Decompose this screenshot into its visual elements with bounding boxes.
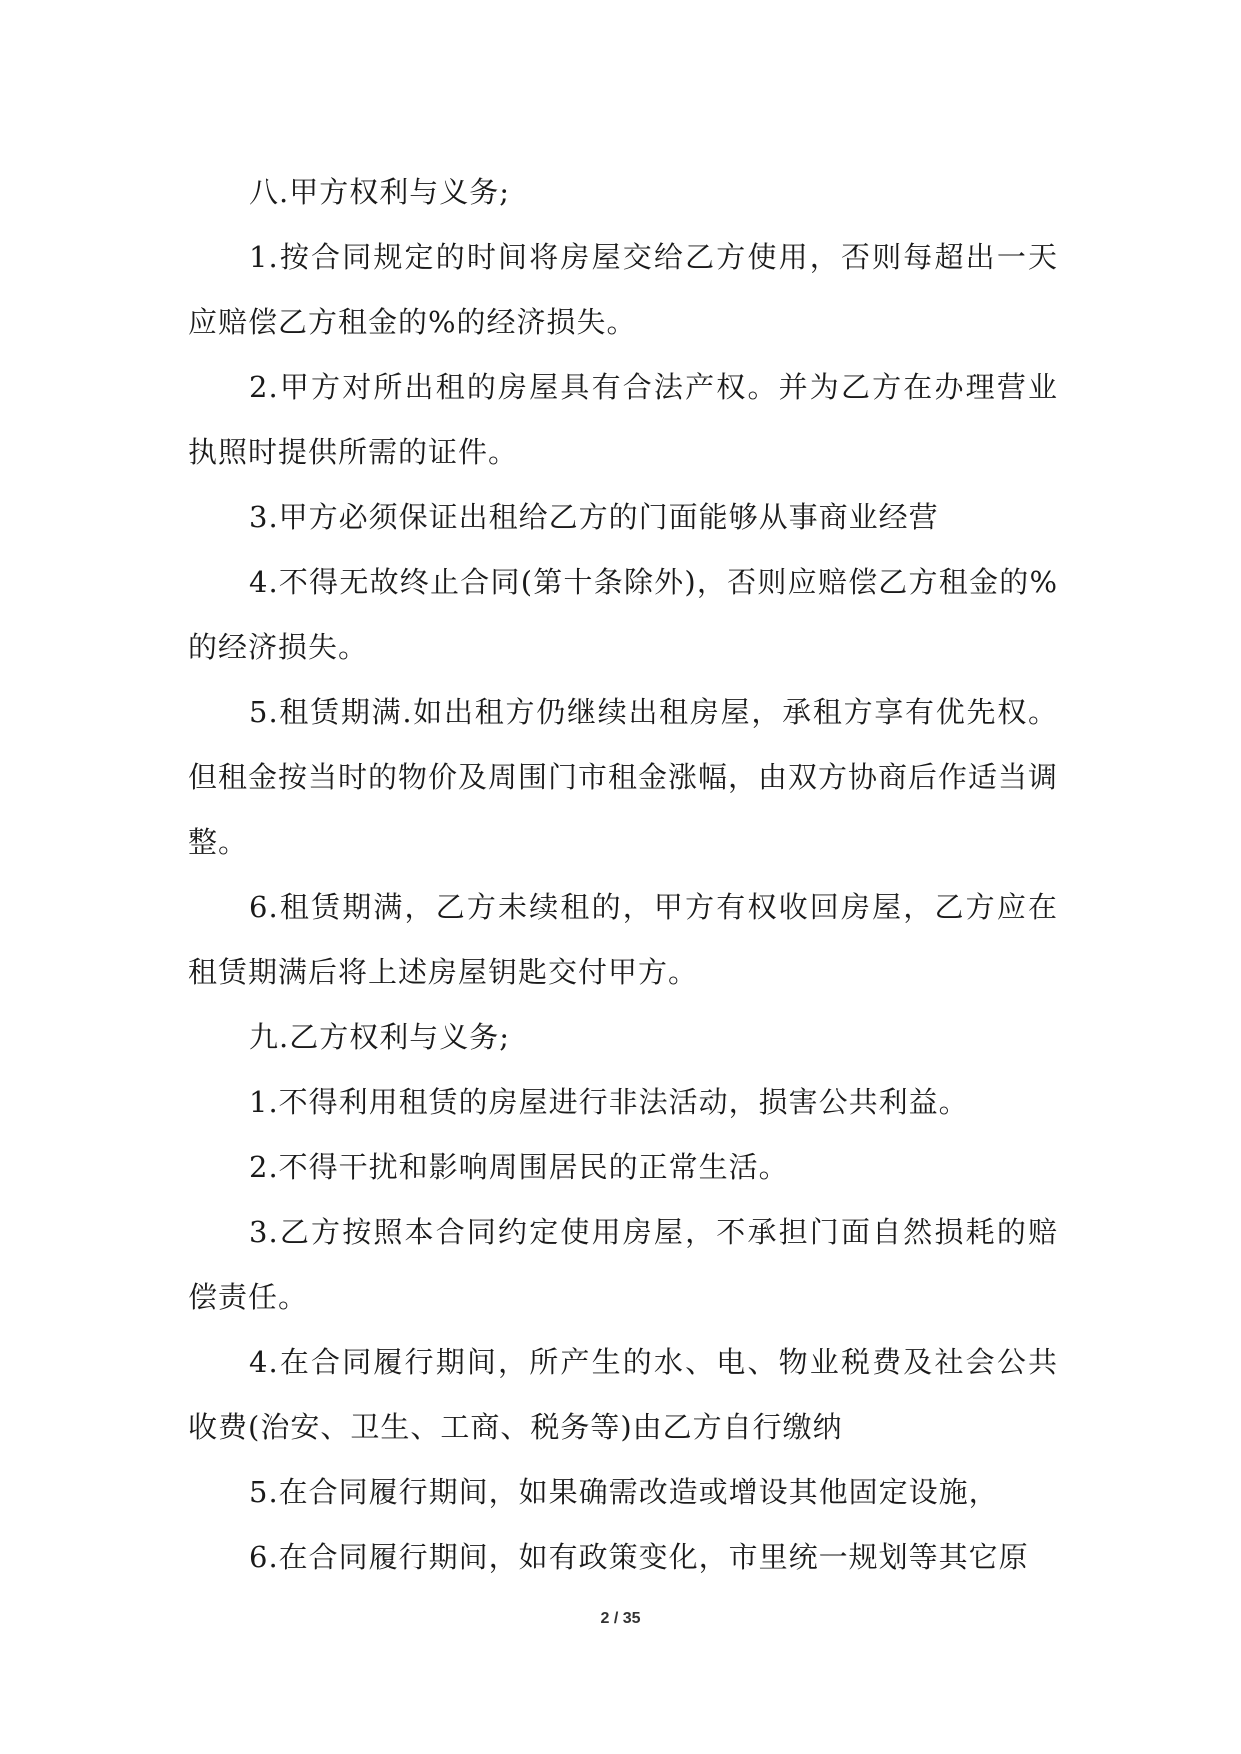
section-heading-party-a: 八.甲方权利与义务; [249,175,510,209]
clause-b-4: 4.在合同履行期间，所产生的水、电、物业税费及社会公共收费(治安、卫生、工商、税务等)由乙方自行缴纳 [188,1345,1058,1444]
clause-a-4: 4.不得无故终止合同(第十条除外)，否则应赔偿乙方租金的%的经济损失。 [188,565,1058,664]
clause-a-5: 5.租赁期满.如出租方仍继续出租房屋，承租方享有优先权。但租金按当时的物价及周围门市租金涨幅，由双方协商后作适当调整。 [188,695,1059,859]
clause-a-1: 1.按合同规定的时间将房屋交给乙方使用，否则每超出一天应赔偿乙方租金的%的经济损失。 [188,240,1058,339]
clause-a-6: 6.租赁期满，乙方未续租的，甲方有权收回房屋，乙方应在租赁期满后将上述房屋钥匙交付甲方。 [188,890,1058,989]
clause-a-2: 2.甲方对所出租的房屋具有合法产权。并为乙方在办理营业执照时提供所需的证件。 [188,370,1058,469]
section-heading-party-b: 九.乙方权利与义务; [249,1020,510,1054]
clause-b-6: 6.在合同履行期间，如有政策变化，市里统一规划等其它原 [249,1540,1029,1574]
clause-b-1: 1.不得利用租赁的房屋进行非法活动，损害公共利益。 [249,1085,969,1119]
document-body [188,160,1058,1590]
page-number: 2 / 35 [600,1610,641,1627]
clause-b-5: 5.在合同履行期间，如果确需改造或增设其他固定设施， [249,1475,999,1509]
clause-b-3: 3.乙方按照本合同约定使用房屋，不承担门面自然损耗的赔偿责任。 [188,1215,1058,1314]
clause-b-2: 2.不得干扰和影响周围居民的正常生活。 [249,1150,789,1184]
clause-a-3: 3.甲方必须保证出租给乙方的门面能够从事商业经营 [249,500,939,534]
